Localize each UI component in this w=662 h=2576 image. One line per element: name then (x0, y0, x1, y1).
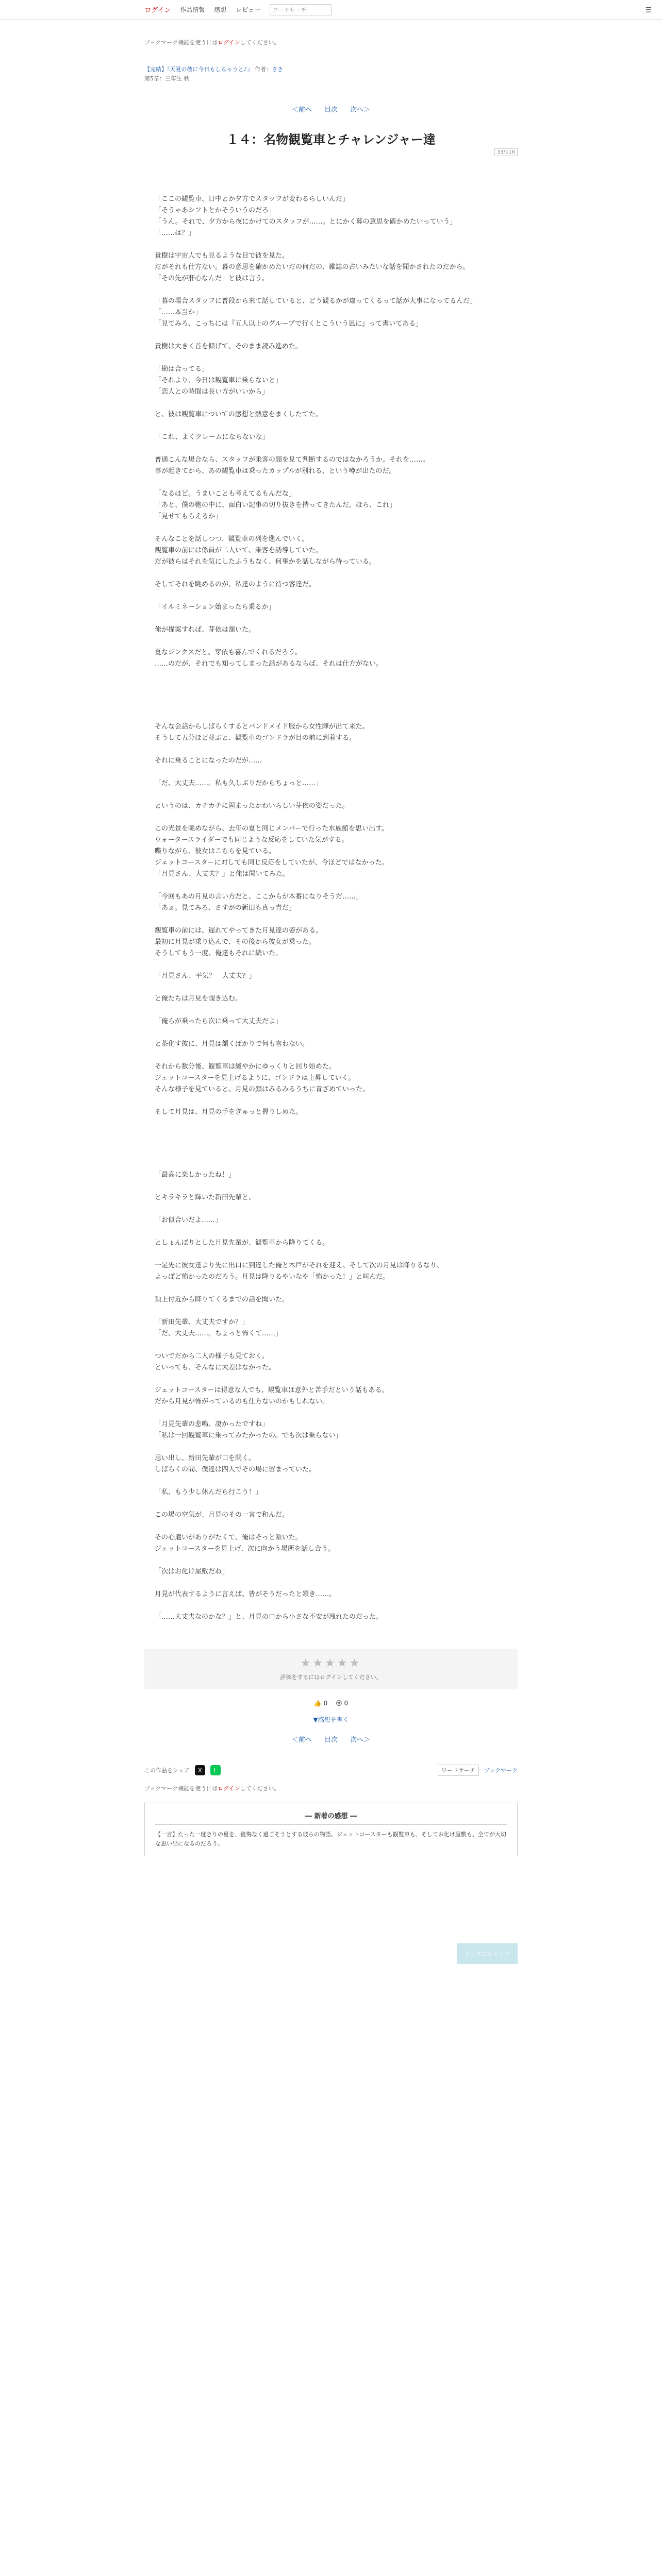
novel-paragraph (155, 789, 507, 801)
novel-paragraph (155, 1340, 507, 1351)
novel-paragraph: 「お似合いだよ……」 (155, 1216, 222, 1224)
novel-paragraph: 事が起きてから、あの観覧車は乗ったカップルが別れる、という噂が出たのだ。 (155, 467, 396, 475)
share-row (144, 1765, 518, 1776)
novel-paragraph (155, 613, 507, 624)
novel-paragraph: としょんぼりとした月見先輩が、観覧車から降りてくる。 (155, 1239, 329, 1247)
nav-work-info[interactable]: 作品情報 (180, 6, 205, 13)
novel-paragraph: 「だ、大丈夫……。ちょっと怖くて……」 (155, 1330, 283, 1337)
nav-reviews[interactable]: レビュー (236, 6, 261, 13)
novel-paragraph: ジェットコースターに対しても同じ反応をしていたが、今ほどではなかった。 (155, 859, 389, 867)
pager-top (144, 104, 518, 114)
jump-top-button[interactable]: トップにジャンプ (457, 1943, 518, 1964)
novel-paragraph: 「最高に楽しかったね！」 (155, 1171, 236, 1179)
share-actions (438, 1765, 518, 1776)
novel-paragraph (155, 1283, 507, 1294)
novel-paragraph: 俺が提案すれば、芽依は頷いた。 (155, 626, 256, 634)
novel-paragraph: 「だ、大丈夫……。私も久しぶりだからちょっと……」 (155, 779, 323, 787)
rating-stars[interactable]: ★★★★★ (300, 1657, 362, 1670)
novel-paragraph: それから数分後、観覧車は緩やかにゆっくりと回り始めた。 (155, 1063, 336, 1071)
novel-paragraph: 「うん。それで、夕方から夜にかけてのスタッフが……。とにかく暮の意思を確かめたいっていう」 (155, 218, 457, 226)
nav-comments[interactable]: 感想 (214, 6, 227, 13)
pager-bottom (144, 1734, 518, 1744)
chapter-title: １４：名物観覧車とチャレンジャー達 (226, 132, 436, 147)
novel-paragraph: ついでだから二人の様子も見ておく。 (155, 1352, 269, 1360)
novel-paragraph: 「月見先輩の悲鳴、凄かったですね」 (155, 1420, 269, 1428)
main-container (144, 38, 518, 1957)
novel-paragraph: そうして五分ほど並ぶと、観覧車のゴンドラが目の前に到着する。 (155, 734, 356, 742)
index-link[interactable]: 目次 (324, 106, 338, 114)
novel-paragraph: ジェットコースターは得意な人でも、観覧車は意外と苦手だという話もある。 (155, 1386, 389, 1394)
novel-paragraph (155, 1578, 507, 1589)
novel-body-3 (144, 1170, 518, 1623)
novel-paragraph: 「……本当か」 (155, 309, 202, 316)
novel-paragraph: 「私は一回観覧車に乗ってみたかったの。でも次は乗らない」 (155, 1432, 342, 1439)
novel-paragraph: 頂上付近から降りてくるまでの話を聞いた。 (155, 1296, 289, 1303)
novel-paragraph (155, 1027, 507, 1039)
novel-paragraph: 「これ、よくクレームにならないな」 (155, 433, 269, 441)
novel-paragraph: と、彼は観覧車についての感想と熱意をまくしたてた。 (155, 411, 322, 418)
comment-link[interactable]: ▼感想を書く (313, 1716, 349, 1723)
novel-paragraph (155, 1555, 507, 1566)
novel-paragraph: この場の空気が、月見のその一言で和んだ。 (155, 1511, 289, 1519)
novel-paragraph: そうしてもう一度、俺達もそれに続いた。 (155, 950, 283, 957)
novel-paragraph (155, 1181, 507, 1192)
novel-paragraph: その心遣いがありがたくて、俺はそっと頷いた。 (155, 1534, 302, 1541)
novel-paragraph: 「あぁ。見てみろ、さすがの新田も真っ青だ」 (155, 904, 295, 912)
login-link[interactable]: ログイン (144, 7, 171, 14)
novel-paragraph: と茶化す彼に、月見は頷くばかりで何も言わない。 (155, 1040, 309, 1048)
novel-paragraph: と俺たちは月見を覗き込む。 (155, 995, 242, 1003)
novel-paragraph: 「あと、僕の鞄の中に、面白い記事の切り抜きを持ってきたんだ。ほら、これ」 (155, 501, 396, 509)
novel-paragraph: 「それより、今日は観覧車に乗らないと」 (155, 377, 283, 384)
footer-bookmark-notice (144, 1784, 518, 1792)
novel-paragraph: だが彼らはそれを気にしたふうもなく、何事かを話しながら待っている。 (155, 558, 376, 566)
latest-comments-title: ― 新着の感想 ― (155, 1810, 507, 1825)
novel-paragraph (155, 1442, 507, 1453)
reaction-sad[interactable]: 😢 0 (336, 1700, 349, 1707)
novel-paragraph: だから月見が怖がっているのも仕方ないのかもしれない。 (155, 1398, 329, 1405)
novel-paragraph: そんなことを話しつつ、観覧車の列を進んでいく。 (155, 535, 309, 543)
novel-paragraph (155, 1408, 507, 1419)
search-input[interactable]: ワードサーチ (270, 4, 332, 15)
novel-paragraph: 「暮の場合スタッフに普段から来て話していると、どう観るかが違ってくるって話が大事になってるんだ」 (155, 297, 477, 305)
novel-paragraph: といっても、そんなに大差はなかった。 (155, 1364, 276, 1371)
prev-link[interactable]: ＜前へ (291, 106, 312, 114)
latest-comment-body: 【一言】たった一度きりの夏を、後悔なく過ごそうとする彼らの物語。ジェットコースターも観覧車も、そしてお化け屋敷も、全てが大切な思い出になるのだろう。 (155, 1831, 506, 1847)
notice-suffix: してください。 (240, 39, 280, 46)
novel-paragraph (155, 239, 507, 250)
footer-notice-prefix: ブックマーク機能を使うには (144, 1785, 218, 1792)
novel-paragraph: 「その先が肝心なんだ」と彼は言う。 (155, 275, 269, 282)
author-label: 作者： (255, 66, 272, 73)
novel-paragraph: 「今回もあの月見の言い方だと、ここからが本番になりそうだ……」 (155, 893, 363, 901)
index-link-bottom[interactable]: 目次 (324, 1736, 338, 1744)
novel-paragraph: 「見てみろ、こっちには『五人以上のグループで行くとこういう風に』って書いてある」 (155, 320, 423, 328)
novel-paragraph: 「新田先輩、大丈夫ですか？」 (155, 1318, 249, 1326)
novel-paragraph (155, 1204, 507, 1215)
novel-paragraph: 「イルミネーション始まったら乗るか」 (155, 603, 275, 611)
novel-paragraph: しばらくの間、僕達は四人でその場に留まっていた。 (155, 1466, 316, 1473)
novel-paragraph (155, 420, 507, 432)
novel-paragraph: 「……は？」 (155, 229, 195, 237)
novel-paragraph (155, 477, 507, 488)
novel-paragraph: そしてそれを眺めるのが、私達のように待つ客達だ。 (155, 581, 316, 588)
novel-paragraph (155, 1050, 507, 1061)
novel-paragraph (155, 982, 507, 993)
novel-paragraph (155, 1521, 507, 1532)
next-link-bottom[interactable]: 次へ＞ (350, 1736, 371, 1744)
novel-paragraph (155, 1249, 507, 1260)
latest-comments (144, 1803, 518, 1856)
novel-paragraph: 「なるほど。うまいことも考えてるもんだな」 (155, 490, 296, 498)
novel-paragraph: それに乗ることになったのだが…… (155, 757, 262, 765)
novel-paragraph: 「ここの観覧車、日中とか夕方でスタッフが変わるらしいんだ」 (155, 195, 350, 203)
novel-paragraph: 月見が代表するように言えば、皆がそうだったと頷き……。 (155, 1590, 336, 1598)
work-title-link[interactable]: 【完結】『天夏の彼に今日もしちゃうと♪』 (144, 66, 253, 73)
novel-paragraph: 貴樹は大きく首を傾げて、そのまま読み進めた。 (155, 343, 302, 350)
notice-prefix: ブックマーク機能を使うには (144, 39, 218, 46)
novel-paragraph: とキラキラと輝いた新田先輩と、 (155, 1194, 256, 1201)
author-link[interactable]: さき (272, 66, 284, 73)
novel-paragraph: 普通こんな場合なら、スタッフが乗客の顔を見て判断するのではなかろうか。それを……。 (155, 456, 430, 464)
novel-paragraph: ジェットコースターを見上げ、次に向かう場所を話し合う。 (155, 1545, 335, 1553)
novel-paragraph: 「見せてもらえるか」 (155, 513, 222, 520)
share-label: この作品をシェア (144, 1767, 190, 1774)
novel-paragraph (155, 1005, 507, 1016)
novel-paragraph (155, 398, 507, 409)
novel-paragraph: ウォータースライダーでも同じような反応をしていた気がする。 (155, 836, 349, 844)
rating-note: 評価をするにはログインしてください。 (280, 1674, 382, 1681)
novel-paragraph (155, 1374, 507, 1385)
novel-paragraph (155, 1498, 507, 1510)
novel-paragraph: そんな会話からしばらくするとバンドメイド服から女性陣が出て来た。 (155, 723, 369, 731)
reactions (144, 1700, 518, 1707)
novel-paragraph (155, 959, 507, 971)
novel-paragraph: ……のだが、それでも知ってしまった話があるならば、それは仕方がない。 (155, 660, 383, 668)
novel-paragraph (155, 914, 507, 925)
novel-paragraph (155, 330, 507, 341)
x-share-icon[interactable]: X (195, 1765, 205, 1775)
novel-paragraph (155, 812, 507, 823)
novel-paragraph (155, 522, 507, 534)
novel-paragraph (155, 1226, 507, 1238)
novel-paragraph: 「月見さん、大丈夫？」と俺は聞いてみた。 (155, 870, 289, 878)
novel-paragraph (155, 1306, 507, 1317)
prev-link-bottom[interactable]: ＜前へ (291, 1736, 312, 1744)
novel-body-2 (144, 721, 518, 1118)
novel-paragraph: 最初に月見が乗り込んで、その後から彼女が乗った。 (155, 938, 316, 946)
novel-paragraph (155, 443, 507, 454)
novel-paragraph: 「恋人との時間は長い方がいいから」 (155, 388, 269, 396)
novel-paragraph: 貴樹は宇宙人でも見るような目で彼を見た。 (155, 252, 289, 260)
novel-paragraph: だがそれも仕方ない。暮の意思を確かめたいだの何だの、雑誌の占いみたいな話を聞かされたのだから。 (155, 263, 470, 271)
novel-paragraph: 思い出し、新田先輩が口を開く。 (155, 1454, 255, 1462)
novel-paragraph (155, 744, 507, 755)
novel-paragraph: 「私、もう少し休んだら行こう！」 (155, 1488, 262, 1496)
top-navbar (0, 0, 662, 20)
novel-paragraph: 「俺らが乗ったら次に乗って大丈夫だよ」 (155, 1018, 283, 1025)
novel-paragraph (155, 1600, 507, 1612)
novel-paragraph: 夏なジンクスだと、芽依も喜んでくれるだろう。 (155, 649, 302, 656)
novel-paragraph: そして月見は、月見の手をぎゅっと握りしめた。 (155, 1108, 303, 1116)
menu-icon[interactable]: ☰ (645, 6, 652, 14)
bookmark-button[interactable]: ブックマーク (484, 1767, 518, 1774)
novel-paragraph: 一足先に彼女達より先に出口に到達した俺と木戸がそれを迎え、そして次の月見は降りるなり、 (155, 1262, 443, 1269)
reaction-like[interactable]: 👍 0 (313, 1700, 328, 1707)
footer-login-link[interactable]: ログイン (218, 1785, 240, 1792)
footer-notice-suffix: してください。 (240, 1785, 280, 1792)
novel-paragraph (155, 284, 507, 296)
work-meta (144, 65, 518, 83)
novel-paragraph (155, 352, 507, 364)
novel-paragraph: 「……大丈夫なのかな？」と、月見の口から小さな不安が洩れたのだった。 (155, 1613, 383, 1621)
novel-paragraph (155, 767, 507, 778)
novel-paragraph: よっぽど怖かったのだろう。月見は降りるやいなや「怖かった！」と叫んだ。 (155, 1273, 390, 1281)
novel-paragraph: ジェットコースターを見上げるように、ゴンドラは上昇していく。 (155, 1074, 355, 1082)
novel-paragraph (155, 880, 507, 891)
novel-paragraph: 喋りながら、彼女はこちらを見ている。 (155, 848, 276, 855)
novel-body (144, 194, 518, 670)
novel-paragraph: 「勘は合ってる」 (155, 365, 209, 373)
novel-paragraph (155, 568, 507, 579)
notice-login-link[interactable]: ログイン (218, 39, 240, 46)
bookmark-notice (144, 38, 518, 46)
novel-paragraph (155, 590, 507, 602)
novel-paragraph: この光景を眺めながら、去年の夏と同じメンバーで行った水族館を思い出す。 (155, 825, 389, 833)
episode-label: 第5章：三年生 秋 (144, 75, 190, 82)
line-share-icon[interactable]: L (210, 1765, 221, 1775)
chapter-number: 33/116 (494, 148, 518, 156)
novel-paragraph (155, 636, 507, 647)
rating-panel (144, 1649, 518, 1689)
novel-paragraph (155, 1476, 507, 1487)
novel-paragraph: というのは、カチカチに固まったかわいらしい芽依の姿だった。 (155, 802, 349, 810)
novel-paragraph: 観覧車の前には、遅れてやってきた月見達の姿がある。 (155, 927, 323, 935)
word-search-button[interactable]: ワードサーチ (438, 1765, 479, 1776)
novel-paragraph: そんな様子を見ていると、月見の顔はみるみるうちに青ざめていった。 (155, 1086, 370, 1093)
next-link[interactable]: 次へ＞ (350, 106, 371, 114)
novel-paragraph: 「月見さん、平気？ 大丈夫？」 (155, 972, 256, 980)
novel-paragraph: 「次はお化け屋敷だね」 (155, 1568, 229, 1575)
novel-paragraph: 観覧車の前には係員が二人いて、乗客を誘導していた。 (155, 547, 322, 554)
novel-paragraph (155, 1095, 507, 1107)
novel-paragraph: 「そうゃあシフトとかそういうのだろ」 (155, 207, 276, 214)
